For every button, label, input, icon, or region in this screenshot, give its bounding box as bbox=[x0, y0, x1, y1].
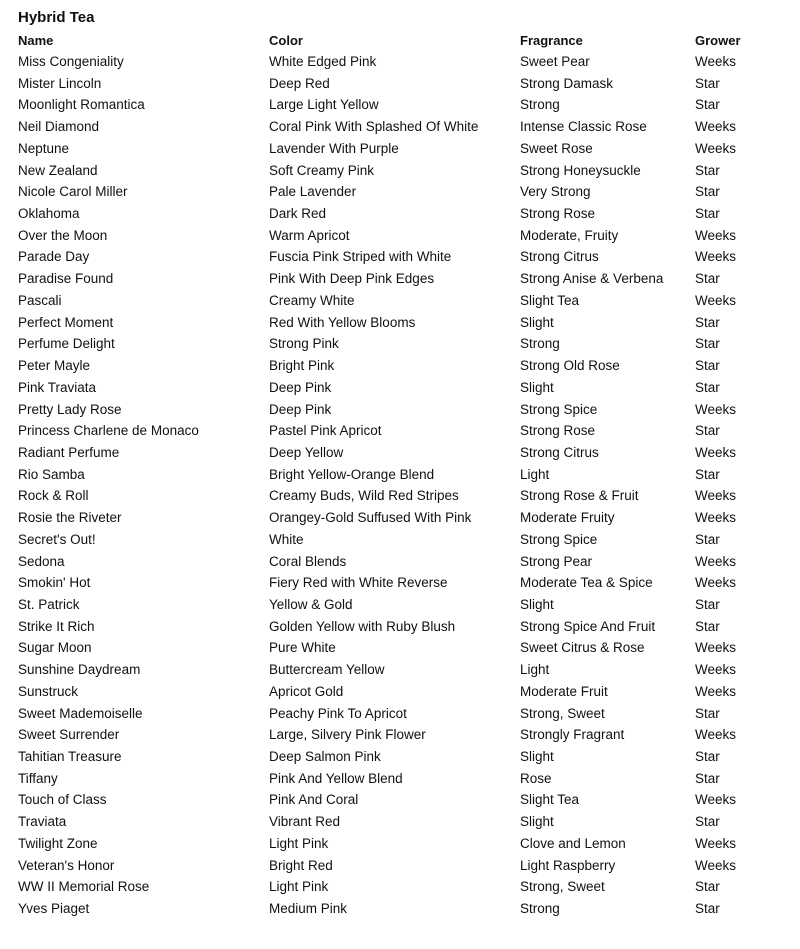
cell-name: Moonlight Romantica bbox=[18, 97, 145, 113]
cell-name: Sweet Mademoiselle bbox=[18, 705, 143, 721]
cell-name: Veteran's Honor bbox=[18, 857, 115, 873]
cell-fragrance: Strong bbox=[520, 901, 560, 917]
cell-grower: Star bbox=[695, 75, 720, 91]
cell-fragrance: Sweet Citrus & Rose bbox=[520, 640, 645, 656]
table-row bbox=[0, 138, 800, 160]
table-row bbox=[0, 225, 800, 247]
cell-name: Yves Piaget bbox=[18, 901, 90, 917]
cell-name: WW II Memorial Rose bbox=[18, 879, 150, 895]
cell-name: Mister Lincoln bbox=[18, 75, 102, 91]
cell-grower: Star bbox=[695, 162, 720, 178]
cell-grower: Weeks bbox=[695, 140, 737, 156]
cell-name: Twilight Zone bbox=[18, 835, 98, 851]
cell-color: Pale Lavender bbox=[269, 184, 357, 200]
cell-grower: Star bbox=[695, 749, 720, 764]
cell-grower: Weeks bbox=[695, 444, 737, 460]
page-title: Hybrid Tea bbox=[18, 9, 95, 26]
table-row bbox=[0, 529, 800, 551]
cell-grower: Star bbox=[695, 879, 720, 895]
cell-fragrance: Slight bbox=[520, 379, 554, 395]
cell-color: Deep Salmon Pink bbox=[269, 749, 381, 764]
cell-fragrance: Strong Citrus bbox=[520, 444, 599, 460]
table-row bbox=[0, 855, 800, 877]
cell-color: Dark Red bbox=[269, 206, 327, 222]
cell-name: Pink Traviata bbox=[18, 379, 97, 395]
cell-color: Lavender With Purple bbox=[269, 140, 399, 156]
cell-grower: Weeks bbox=[695, 119, 737, 135]
cell-name: Sunstruck bbox=[18, 683, 79, 699]
table-row bbox=[0, 377, 800, 399]
cell-color: Fuscia Pink Striped with White bbox=[269, 249, 452, 265]
table-row bbox=[0, 724, 800, 746]
table-row bbox=[0, 116, 800, 138]
column-header-fragrance: Fragrance bbox=[520, 33, 583, 48]
cell-grower: Star bbox=[695, 423, 720, 439]
table-row bbox=[0, 268, 800, 290]
cell-grower: Star bbox=[695, 705, 720, 721]
cell-color: Vibrant Red bbox=[269, 814, 341, 830]
cell-fragrance: Strong Spice And Fruit bbox=[520, 618, 656, 634]
cell-color: Pink And Coral bbox=[269, 792, 359, 808]
cell-fragrance: Light Raspberry bbox=[520, 857, 616, 873]
cell-fragrance: Sweet Pear bbox=[520, 54, 590, 69]
cell-grower: Star bbox=[695, 271, 720, 287]
table-row bbox=[0, 355, 800, 377]
cell-fragrance: Light bbox=[520, 662, 550, 678]
cell-color: Light Pink bbox=[269, 879, 329, 895]
cell-grower: Weeks bbox=[695, 662, 737, 678]
cell-color: Bright Red bbox=[269, 857, 333, 873]
cell-color: White bbox=[269, 531, 304, 547]
cell-fragrance: Strong bbox=[520, 336, 560, 352]
cell-name: Touch of Class bbox=[18, 792, 107, 808]
cell-name: Paradise Found bbox=[18, 271, 114, 287]
cell-name: Radiant Perfume bbox=[18, 444, 120, 460]
cell-fragrance: Strong, Sweet bbox=[520, 879, 605, 895]
cell-grower: Weeks bbox=[695, 575, 737, 591]
cell-grower: Weeks bbox=[695, 640, 737, 656]
cell-fragrance: Slight bbox=[520, 749, 554, 764]
cell-color: Medium Pink bbox=[269, 901, 348, 917]
cell-fragrance: Sweet Rose bbox=[520, 140, 593, 156]
table-row bbox=[0, 51, 800, 73]
cell-grower: Weeks bbox=[695, 510, 737, 526]
cell-name: Perfect Moment bbox=[18, 314, 114, 330]
table-row bbox=[0, 681, 800, 703]
cell-name: Princess Charlene de Monaco bbox=[18, 423, 199, 439]
table-row bbox=[0, 811, 800, 833]
cell-grower: Weeks bbox=[695, 227, 737, 243]
cell-name: Oklahoma bbox=[18, 206, 80, 222]
table-row bbox=[0, 246, 800, 268]
table-row bbox=[0, 160, 800, 182]
cell-fragrance: Slight bbox=[520, 314, 554, 330]
cell-name: Secret's Out! bbox=[18, 531, 96, 547]
table-row bbox=[0, 616, 800, 638]
cell-color: White Edged Pink bbox=[269, 54, 377, 69]
cell-grower: Weeks bbox=[695, 857, 737, 873]
cell-name: Rosie the Riveter bbox=[18, 510, 122, 526]
cell-name: Tiffany bbox=[18, 770, 58, 786]
cell-color: Light Pink bbox=[269, 835, 329, 851]
cell-fragrance: Strong Anise & Verbena bbox=[520, 271, 664, 287]
cell-grower: Star bbox=[695, 901, 720, 917]
cell-fragrance: Strongly Fragrant bbox=[520, 727, 625, 743]
cell-color: Buttercream Yellow bbox=[269, 662, 385, 678]
cell-fragrance: Strong Spice bbox=[520, 401, 598, 417]
cell-color: Deep Pink bbox=[269, 401, 332, 417]
cell-name: Rio Samba bbox=[18, 466, 85, 482]
cell-fragrance: Moderate, Fruity bbox=[520, 227, 619, 243]
table-row bbox=[0, 464, 800, 486]
table-row bbox=[0, 594, 800, 616]
cell-name: Perfume Delight bbox=[18, 336, 115, 352]
cell-name: Tahitian Treasure bbox=[18, 749, 122, 764]
cell-color: Golden Yellow with Ruby Blush bbox=[269, 618, 456, 634]
cell-name: Pretty Lady Rose bbox=[18, 401, 122, 417]
cell-name: Sugar Moon bbox=[18, 640, 92, 656]
table-row bbox=[0, 768, 800, 790]
cell-color: Deep Red bbox=[269, 75, 330, 91]
cell-fragrance: Strong Rose & Fruit bbox=[520, 488, 639, 504]
cell-color: Apricot Gold bbox=[269, 683, 344, 699]
table-row bbox=[0, 485, 800, 507]
cell-color: Deep Yellow bbox=[269, 444, 344, 460]
table-row bbox=[0, 572, 800, 594]
cell-name: Traviata bbox=[18, 814, 67, 830]
cell-fragrance: Very Strong bbox=[520, 184, 591, 200]
cell-name: Rock & Roll bbox=[18, 488, 89, 504]
cell-fragrance: Strong Spice bbox=[520, 531, 598, 547]
cell-fragrance: Slight Tea bbox=[520, 292, 580, 308]
cell-name: Sweet Surrender bbox=[18, 727, 120, 743]
cell-name: Peter Mayle bbox=[18, 358, 91, 374]
cell-grower: Star bbox=[695, 466, 720, 482]
cell-grower: Star bbox=[695, 618, 720, 634]
cell-grower: Weeks bbox=[695, 792, 737, 808]
cell-color: Creamy White bbox=[269, 292, 355, 308]
cell-color: Pink And Yellow Blend bbox=[269, 770, 403, 786]
cell-color: Yellow & Gold bbox=[269, 596, 353, 612]
table-row bbox=[0, 333, 800, 355]
column-header-name: Name bbox=[18, 33, 54, 48]
cell-color: Coral Blends bbox=[269, 553, 347, 569]
cell-fragrance: Intense Classic Rose bbox=[520, 119, 647, 135]
table-row bbox=[0, 659, 800, 681]
cell-grower: Weeks bbox=[695, 54, 737, 69]
table-row bbox=[0, 181, 800, 203]
cell-grower: Star bbox=[695, 814, 720, 830]
cell-grower: Weeks bbox=[695, 292, 737, 308]
cell-color: Pure White bbox=[269, 640, 336, 656]
cell-grower: Star bbox=[695, 336, 720, 352]
cell-color: Peachy Pink To Apricot bbox=[269, 705, 407, 721]
table-row bbox=[0, 507, 800, 529]
cell-name: Miss Congeniality bbox=[18, 54, 124, 69]
cell-color: Coral Pink With Splashed Of White bbox=[269, 119, 479, 135]
cell-fragrance: Slight Tea bbox=[520, 792, 580, 808]
cell-grower: Weeks bbox=[695, 249, 737, 265]
cell-color: Creamy Buds, Wild Red Stripes bbox=[269, 488, 459, 504]
cell-fragrance: Strong Damask bbox=[520, 75, 614, 91]
cell-fragrance: Strong Rose bbox=[520, 206, 596, 222]
table-header bbox=[0, 32, 800, 50]
table-body bbox=[0, 51, 800, 920]
table-row bbox=[0, 203, 800, 225]
cell-fragrance: Strong Old Rose bbox=[520, 358, 620, 374]
cell-color: Fiery Red with White Reverse bbox=[269, 575, 448, 591]
cell-fragrance: Strong Pear bbox=[520, 553, 593, 569]
cell-fragrance: Strong bbox=[520, 97, 560, 113]
cell-color: Red With Yellow Blooms bbox=[269, 314, 416, 330]
cell-fragrance: Strong Citrus bbox=[520, 249, 599, 265]
cell-color: Pastel Pink Apricot bbox=[269, 423, 382, 439]
cell-color: Bright Yellow-Orange Blend bbox=[269, 466, 435, 482]
cell-grower: Star bbox=[695, 531, 720, 547]
cell-fragrance: Light bbox=[520, 466, 550, 482]
cell-name: Neptune bbox=[18, 140, 70, 156]
table-row bbox=[0, 551, 800, 573]
cell-color: Soft Creamy Pink bbox=[269, 162, 375, 178]
cell-fragrance: Strong, Sweet bbox=[520, 705, 605, 721]
cell-grower: Weeks bbox=[695, 401, 737, 417]
cell-grower: Star bbox=[695, 770, 720, 786]
cell-fragrance: Slight bbox=[520, 814, 554, 830]
cell-fragrance: Moderate Fruity bbox=[520, 510, 615, 526]
cell-grower: Star bbox=[695, 314, 720, 330]
cell-fragrance: Rose bbox=[520, 770, 552, 786]
table-row bbox=[0, 876, 800, 898]
table-row bbox=[0, 746, 800, 768]
cell-color: Orangey-Gold Suffused With Pink bbox=[269, 510, 472, 526]
cell-color: Bright Pink bbox=[269, 358, 335, 374]
table-row bbox=[0, 789, 800, 811]
cell-name: Smokin' Hot bbox=[18, 575, 91, 591]
table-row bbox=[0, 442, 800, 464]
cell-color: Deep Pink bbox=[269, 379, 332, 395]
cell-grower: Weeks bbox=[695, 553, 737, 569]
cell-name: Strike It Rich bbox=[18, 618, 95, 634]
cell-name: Pascali bbox=[18, 292, 62, 308]
cell-color: Warm Apricot bbox=[269, 227, 350, 243]
table-row bbox=[0, 833, 800, 855]
table-row bbox=[0, 420, 800, 442]
cell-name: Nicole Carol Miller bbox=[18, 184, 128, 200]
cell-fragrance: Clove and Lemon bbox=[520, 835, 626, 851]
cell-name: Over the Moon bbox=[18, 227, 108, 243]
cell-color: Large Light Yellow bbox=[269, 97, 379, 113]
cell-grower: Weeks bbox=[695, 683, 737, 699]
cell-grower: Star bbox=[695, 358, 720, 374]
cell-color: Pink With Deep Pink Edges bbox=[269, 271, 435, 287]
table-row bbox=[0, 73, 800, 95]
table-row bbox=[0, 703, 800, 725]
cell-grower: Star bbox=[695, 184, 720, 200]
cell-name: St. Patrick bbox=[18, 596, 80, 612]
cell-name: Parade Day bbox=[18, 249, 90, 265]
cell-grower: Star bbox=[695, 206, 720, 222]
table-row bbox=[0, 94, 800, 116]
column-header-grower: Grower bbox=[695, 33, 741, 48]
table-row bbox=[0, 399, 800, 421]
cell-color: Large, Silvery Pink Flower bbox=[269, 727, 426, 743]
table-row bbox=[0, 290, 800, 312]
cell-grower: Weeks bbox=[695, 727, 737, 743]
cell-name: Neil Diamond bbox=[18, 119, 100, 135]
table-row bbox=[0, 312, 800, 334]
cell-fragrance: Moderate Tea & Spice bbox=[520, 575, 653, 591]
cell-grower: Star bbox=[695, 97, 720, 113]
cell-fragrance: Strong Rose bbox=[520, 423, 596, 439]
cell-name: Sunshine Daydream bbox=[18, 662, 141, 678]
cell-name: New Zealand bbox=[18, 162, 98, 178]
cell-grower: Weeks bbox=[695, 835, 737, 851]
table-row bbox=[0, 637, 800, 659]
table-row bbox=[0, 898, 800, 920]
cell-grower: Star bbox=[695, 596, 720, 612]
cell-color: Strong Pink bbox=[269, 336, 339, 352]
cell-grower: Weeks bbox=[695, 488, 737, 504]
column-header-color: Color bbox=[269, 33, 303, 48]
cell-name: Sedona bbox=[18, 553, 65, 569]
cell-fragrance: Moderate Fruit bbox=[520, 683, 608, 699]
cell-grower: Star bbox=[695, 379, 720, 395]
cell-fragrance: Slight bbox=[520, 596, 554, 612]
cell-fragrance: Strong Honeysuckle bbox=[520, 162, 641, 178]
